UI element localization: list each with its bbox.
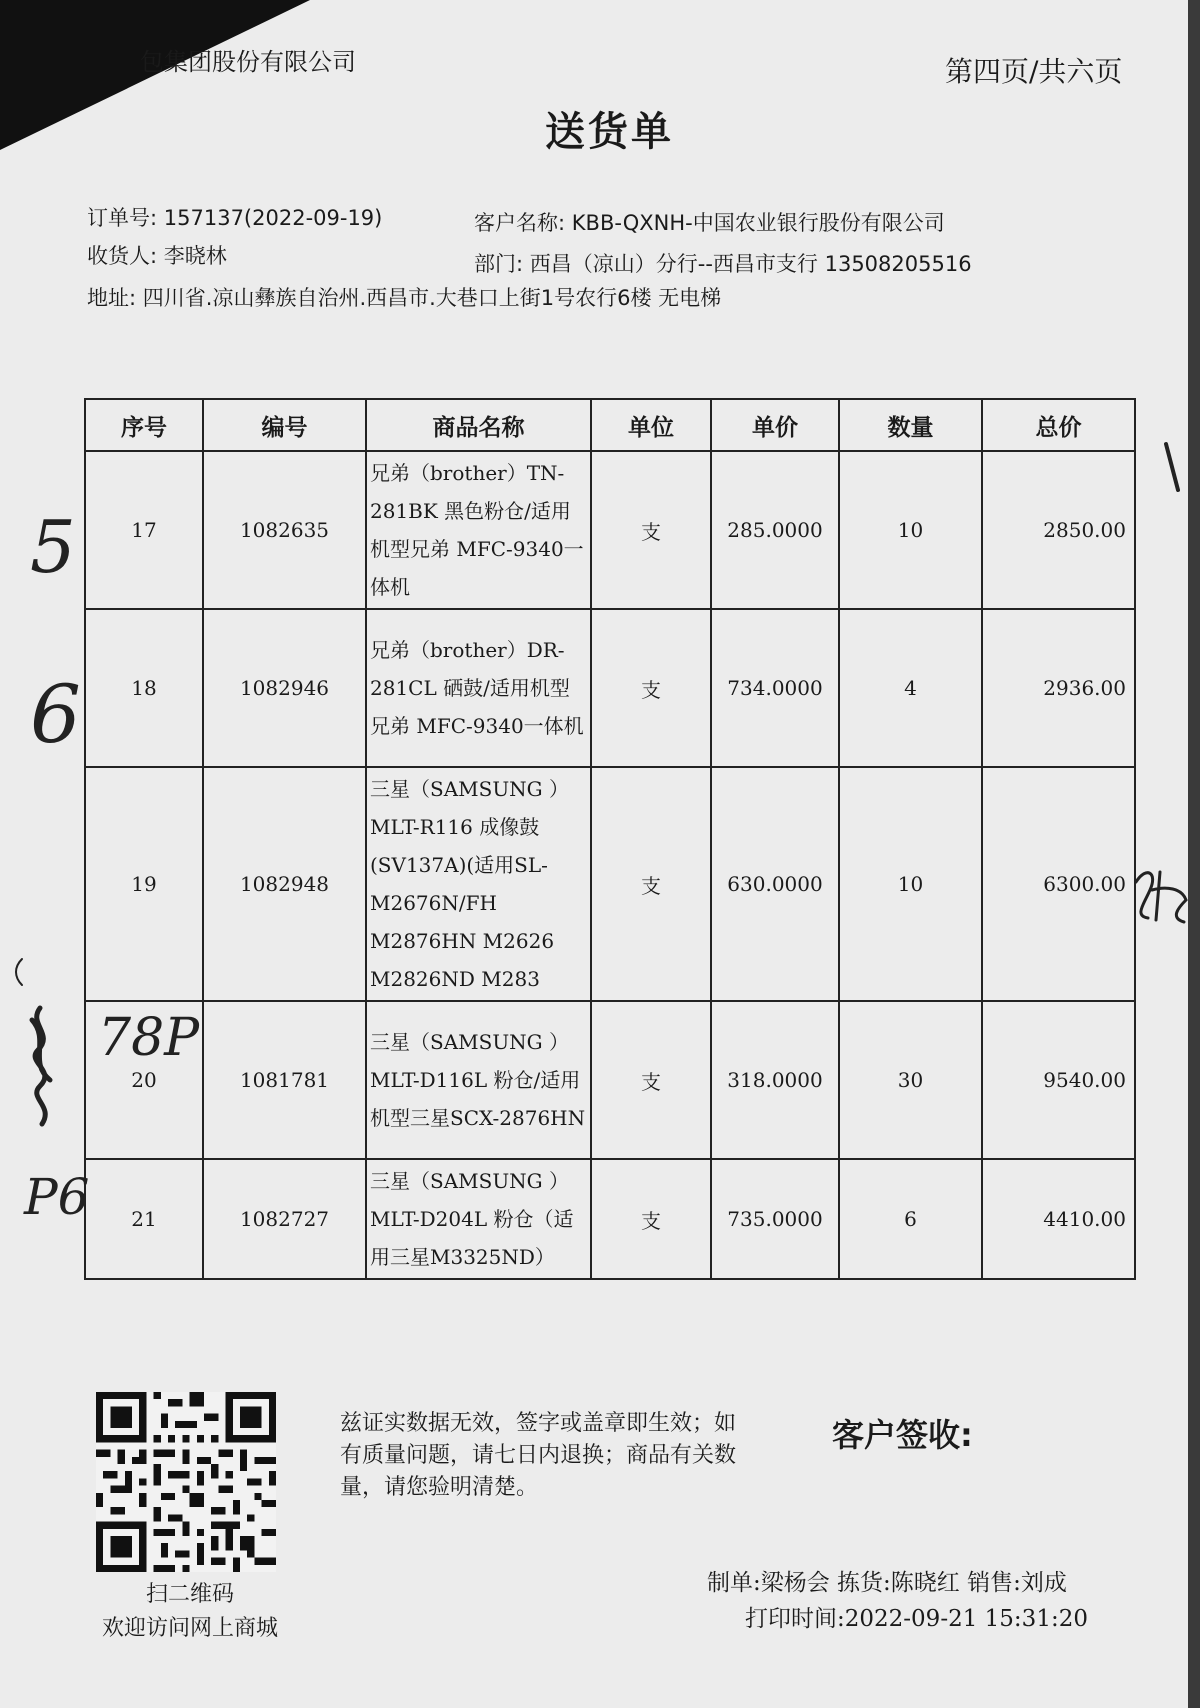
header-product-name: 商品名称 <box>366 399 591 451</box>
receiver-value: 李晓林 <box>163 244 227 268</box>
cell-total: 6300.00 <box>982 767 1135 1001</box>
cell-code: 1082635 <box>203 451 366 609</box>
pen-stroke <box>1160 440 1188 500</box>
table-row <box>85 1001 1135 1159</box>
cell-code: 1081781 <box>203 1001 366 1159</box>
items-table <box>84 398 1136 1280</box>
address-label: 地址: <box>87 286 137 310</box>
notice-text: 兹证实数据无效，签字或盖章即生效；如有质量问题，请七日内退换；商品有关数量，请您验明清楚。 <box>340 1411 737 1500</box>
cell-product-name: 兄弟（brother）DR-281CL 硒鼓/适用机型兄弟 MFC-9340一体机 <box>366 609 591 767</box>
table-row <box>85 609 1135 767</box>
qr-caption <box>85 1578 295 1646</box>
table-row <box>85 767 1135 1001</box>
handwritten-initial-mark <box>1126 860 1196 932</box>
cell-product-name: 三星（SAMSUNG ）MLT-D116L 粉仓/适用机型三星SCX-2876HN <box>366 1001 591 1159</box>
cell-unit: 支 <box>591 609 711 767</box>
customer-name-label: 客户名称: <box>474 211 566 235</box>
cell-product-name: 三星（SAMSUNG ）MLT-R116 成像鼓(SV137A)(适用SL-M2676N/FH M2876HN M2626 M2826ND M283 <box>366 767 591 1001</box>
department-label: 部门: <box>474 252 524 276</box>
order-number-value: 157137(2022-09-19) <box>163 206 383 230</box>
qr-caption-line-1: 扫二维码 <box>145 1582 234 1607</box>
cell-quantity: 4 <box>839 609 982 767</box>
cell-total: 2936.00 <box>982 609 1135 767</box>
staff-info: 制单:梁杨会 拣货:陈晓红 销售:刘成 <box>707 1570 1067 1596</box>
cell-unit-price: 630.0000 <box>711 767 839 1001</box>
table-row <box>85 1159 1135 1279</box>
order-number-field <box>87 202 382 232</box>
cell-quantity: 10 <box>839 767 982 1001</box>
handwritten-mark-6: 6 <box>30 668 81 761</box>
table-row <box>85 451 1135 609</box>
cell-seq: 19 <box>85 767 203 1001</box>
header-seq: 序号 <box>85 399 203 451</box>
cell-code: 1082727 <box>203 1159 366 1279</box>
header-code: 编号 <box>203 399 366 451</box>
receiver-field <box>87 240 227 270</box>
address-value: 四川省.凉山彝族自治州.西昌市.大巷口上街1号农行6楼 无电梯 <box>142 286 722 310</box>
receiver-label: 收货人: <box>87 244 158 268</box>
cell-total: 2850.00 <box>982 451 1135 609</box>
handwritten-mark-78p: 78P <box>98 1008 200 1068</box>
handwritten-scribble-mark <box>20 1000 76 1130</box>
cell-unit-price: 735.0000 <box>711 1159 839 1279</box>
table-header-row <box>85 399 1135 451</box>
order-number-label: 订单号: <box>87 206 158 230</box>
cell-quantity: 10 <box>839 451 982 609</box>
customer-sign-label: 客户签收: <box>832 1416 973 1454</box>
cell-seq: 20 <box>85 1001 203 1159</box>
cell-unit: 支 <box>591 451 711 609</box>
handwritten-mark-5: 5 <box>30 505 76 589</box>
qr-caption-line-2: 欢迎访问网上商城 <box>101 1616 278 1641</box>
cell-seq: 21 <box>85 1159 203 1279</box>
handwritten-mark-p6: P6 <box>24 1168 90 1226</box>
address-field <box>87 282 721 312</box>
pen-stroke <box>8 955 28 989</box>
cell-total: 4410.00 <box>982 1159 1135 1279</box>
cell-unit: 支 <box>591 767 711 1001</box>
cell-product-name: 兄弟（brother）TN-281BK 黑色粉仓/适用机型兄弟 MFC-9340一体机 <box>366 451 591 609</box>
document-title: 送货单 <box>545 109 674 155</box>
header-unit: 单位 <box>591 399 711 451</box>
header-quantity: 数量 <box>839 399 982 451</box>
customer-name-field <box>474 207 945 237</box>
cell-unit: 支 <box>591 1001 711 1159</box>
cell-code: 1082946 <box>203 609 366 767</box>
cell-quantity: 6 <box>839 1159 982 1279</box>
company-name: 包集团股份有限公司 <box>140 48 356 76</box>
qr-code <box>96 1392 276 1572</box>
department-value: 西昌（凉山）分行--西昌市支行 13508205516 <box>529 252 972 276</box>
cell-seq: 17 <box>85 451 203 609</box>
print-time: 打印时间:2022-09-21 15:31:20 <box>745 1606 1088 1632</box>
header-total: 总价 <box>982 399 1135 451</box>
customer-name-value: KBB-QXNH-中国农业银行股份有限公司 <box>571 211 945 235</box>
cell-unit-price: 734.0000 <box>711 609 839 767</box>
cell-quantity: 30 <box>839 1001 982 1159</box>
page-info: 第四页/共六页 <box>945 55 1123 88</box>
cell-total: 9540.00 <box>982 1001 1135 1159</box>
cell-code: 1082948 <box>203 767 366 1001</box>
cell-seq: 18 <box>85 609 203 767</box>
cell-unit: 支 <box>591 1159 711 1279</box>
header-unit-price: 单价 <box>711 399 839 451</box>
department-field <box>474 248 972 278</box>
cell-unit-price: 285.0000 <box>711 451 839 609</box>
cell-unit-price: 318.0000 <box>711 1001 839 1159</box>
cell-product-name: 三星（SAMSUNG ）MLT-D204L 粉仓（适用三星M3325ND） <box>366 1159 591 1279</box>
